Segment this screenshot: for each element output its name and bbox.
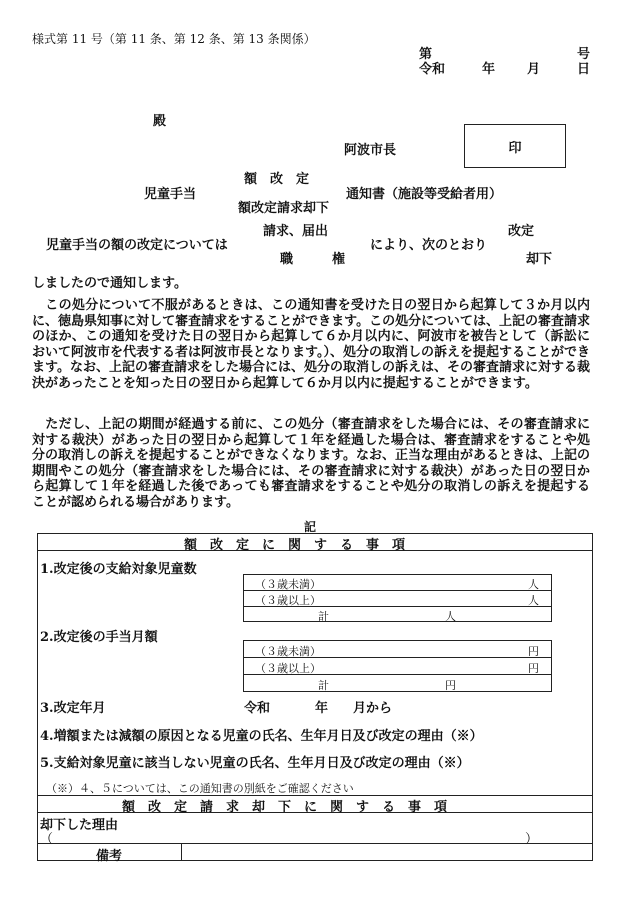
item1-total-label: 計 (318, 610, 329, 623)
body-end-top: 改定 (508, 224, 535, 239)
rejection-header: 額改定請求却下に関する事項 (122, 800, 461, 815)
closing-text: しましたので通知します。 (32, 276, 187, 291)
reason-close-paren: ） (525, 832, 539, 847)
date-day: 日 (577, 62, 591, 77)
item3-era: 令和 (244, 701, 271, 716)
title-variant-top: 額 改 定 (244, 172, 310, 187)
table-header: 額改定に関する事項 (184, 538, 419, 553)
item2-row2-unit: 円 (528, 662, 539, 675)
item2-total-unit: 円 (445, 679, 456, 692)
item1-row1-unit: 人 (528, 578, 539, 591)
form-id: 様式第 11 号（第 11 条、第 12 条、第 13 条関係） (32, 32, 316, 46)
item1-row1-label: （３歳未満） (255, 578, 321, 591)
item2-row1-label: （３歳未満） (255, 645, 321, 658)
issuer: 阿波市長 (344, 143, 397, 158)
date-year: 年 (482, 62, 496, 77)
appeal-paragraph-1: この処分について不服があるときは、この通知書を受けた日の翌日から起算して３か月以内に、徳島県知事に対して審査請求をすることができます。この処分については、上記の審査請求のほか、この通知を受けた日の翌日から起算して６か月以内に、阿波市を被告として（訴訟において阿波市を代表する者は阿波市長となります。）、処分の取消しの訴えを提起することができます。なお、上記の審査請求をした場合には、処分の取消しの訴えは、その審査請求に対する裁決があったことを知った日の翌日から起算して６か月以内に提起することができます。 (32, 298, 590, 391)
item3-year: 年 (315, 701, 329, 716)
item1-row2-label: （３歳以上） (255, 594, 321, 607)
addressee-suffix: 殿 (153, 114, 167, 129)
number-dai: 第 (419, 47, 433, 62)
title-notice: 通知書（施設等受給者用） (346, 187, 503, 202)
item1-row2-unit: 人 (528, 594, 539, 607)
body-mid-bottom: 職 権 (280, 252, 346, 267)
item1-label: 1.改定後の支給対象児童数 (40, 562, 197, 577)
body-connector: により、次のとおり (370, 238, 488, 253)
body-end-bottom: 却下 (526, 252, 553, 267)
reason-open-paren: （ (40, 832, 54, 847)
rejection-reason-label: 却下した理由 (40, 818, 119, 833)
title-variant-bottom: 額改定請求却下 (238, 201, 330, 216)
date-era: 令和 (419, 62, 446, 77)
item5-label: 5.支給対象児童に該当しない児童の氏名、生年月日及び改定の理由（※） (40, 756, 470, 771)
item3-month-from: 月から (353, 701, 393, 716)
item2-label: 2.改定後の手当月額 (40, 630, 158, 645)
item4-label: 4.増額または減額の原因となる児童の氏名、生年月日及び改定の理由（※） (40, 729, 483, 744)
appeal-paragraph-2: ただし、上記の期間が経過する前に、この処分（審査請求をした場合には、その審査請求に対する裁決）があった日の翌日から起算して１年を経過した場合は、審査請求をすることや処分の取消しの訴えを提起することができなくなります。なお、正当な理由があるときは、上記の期間やこの処分（審査請求をした場合には、その審査請求に対する裁決）があった日の翌日から起算して１年を経過した後であっても審査請求をすることや処分の取消しの訴えを提起することが認められる場合があります。 (32, 417, 590, 510)
item2-total-label: 計 (318, 679, 329, 692)
item1-total-unit: 人 (445, 610, 456, 623)
body-mid-top: 請求、届出 (263, 224, 329, 239)
seal-box (464, 124, 566, 168)
number-go: 号 (577, 47, 591, 62)
remarks-label: 備考 (96, 849, 123, 864)
date-month: 月 (527, 62, 541, 77)
title-prefix: 児童手当 (144, 187, 197, 202)
item3-label: 3.改定年月 (40, 701, 106, 716)
footnote: （※）４、５については、この通知書の別紙をご確認ください (46, 782, 354, 795)
item2-row2-label: （３歳以上） (255, 662, 321, 675)
item2-row1-unit: 円 (528, 645, 539, 658)
body-lead: 児童手当の額の改定については (46, 238, 228, 253)
seal-label: 印 (508, 140, 522, 156)
ki-label: 記 (304, 520, 317, 534)
